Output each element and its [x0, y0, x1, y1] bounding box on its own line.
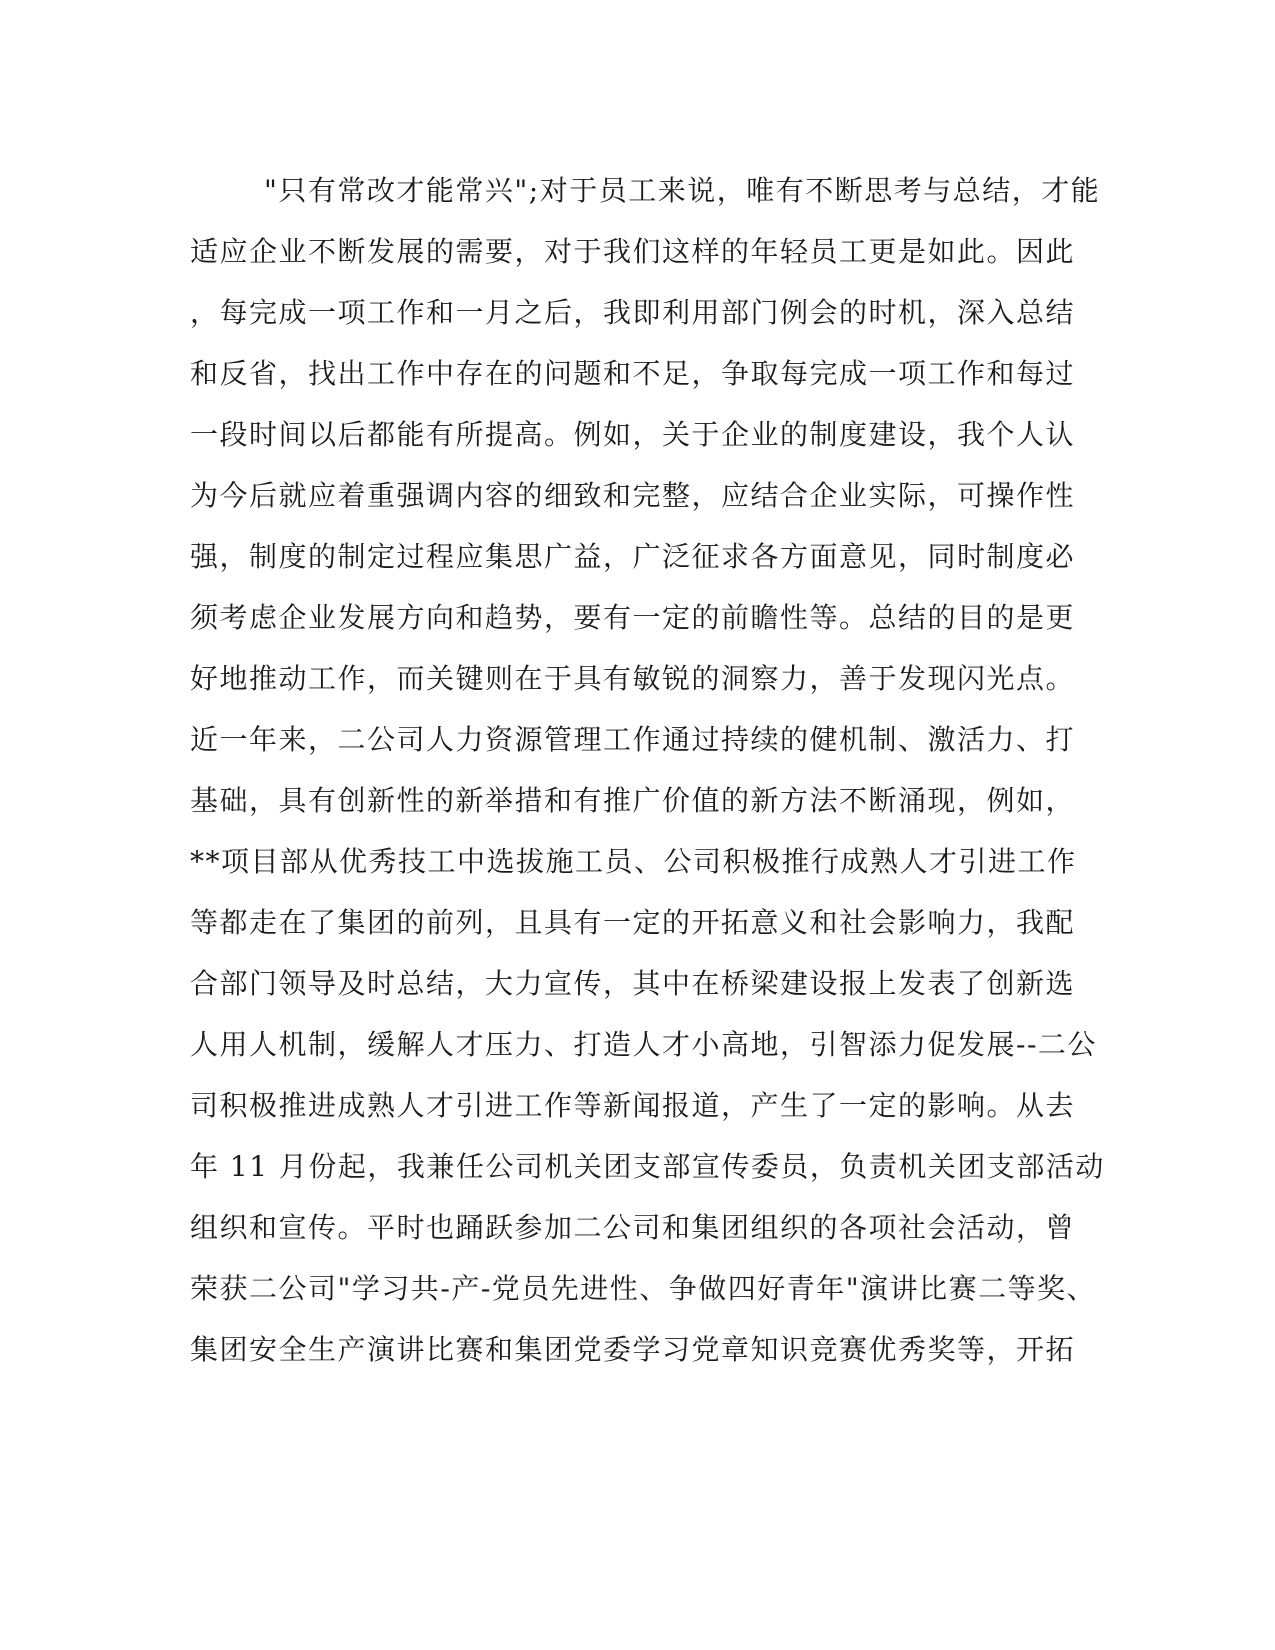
- text-line: "只有常改才能常兴";对于员工来说，唯有不断思考与总结，才能: [264, 174, 1101, 207]
- text-line: 适应企业不断发展的需要，对于我们这样的年轻员工更是如此。因此: [190, 235, 1076, 268]
- text-line: 年 11 月份起，我兼任公司机关团支部宣传委员，负责机关团支部活动: [190, 1150, 1105, 1183]
- text-line: 须考虑企业发展方向和趋势，要有一定的前瞻性等。总结的目的是更: [190, 601, 1076, 634]
- text-line: 等都走在了集团的前列，且具有一定的开拓意义和社会影响力，我配: [190, 906, 1076, 939]
- text-line: 一段时间以后都能有所提高。例如，关于企业的制度建设，我个人认: [190, 418, 1076, 451]
- text-line: 和反省，找出工作中存在的问题和不足，争取每完成一项工作和每过: [190, 357, 1076, 390]
- text-line: 集团安全生产演讲比赛和集团党委学习党章知识竞赛优秀奖等，开拓: [190, 1333, 1076, 1366]
- body-text: [190, 160, 1105, 1380]
- text-line: 荣获二公司"学习共-产-党员先进性、争做四好青年"演讲比赛二等奖、: [190, 1272, 1097, 1305]
- text-line: 组织和宣传。平时也踊跃参加二公司和集团组织的各项社会活动，曾: [190, 1211, 1076, 1244]
- text-line: 人用人机制，缓解人才压力、打造人才小高地，引智添力促发展--二公: [190, 1028, 1097, 1061]
- text-line: ，每完成一项工作和一月之后，我即利用部门例会的时机，深入总结: [190, 296, 1076, 329]
- text-line: 好地推动工作，而关键则在于具有敏锐的洞察力，善于发现闪光点。: [190, 662, 1076, 695]
- text-line: 强，制度的制定过程应集思广益，广泛征求各方面意见，同时制度必: [190, 540, 1076, 573]
- text-line: **项目部从优秀技工中选拔施工员、公司积极推行成熟人才引进工作: [190, 845, 1077, 878]
- text-line: 基础，具有创新性的新举措和有推广价值的新方法不断涌现，例如，: [190, 784, 1076, 817]
- text-line: 合部门领导及时总结，大力宣传，其中在桥梁建设报上发表了创新选: [190, 967, 1076, 1000]
- text-line: 为今后就应着重强调内容的细致和完整，应结合企业实际，可操作性: [190, 479, 1076, 512]
- text-line: 近一年来，二公司人力资源管理工作通过持续的健机制、激活力、打: [190, 723, 1076, 756]
- text-line: 司积极推进成熟人才引进工作等新闻报道，产生了一定的影响。从去: [190, 1089, 1076, 1122]
